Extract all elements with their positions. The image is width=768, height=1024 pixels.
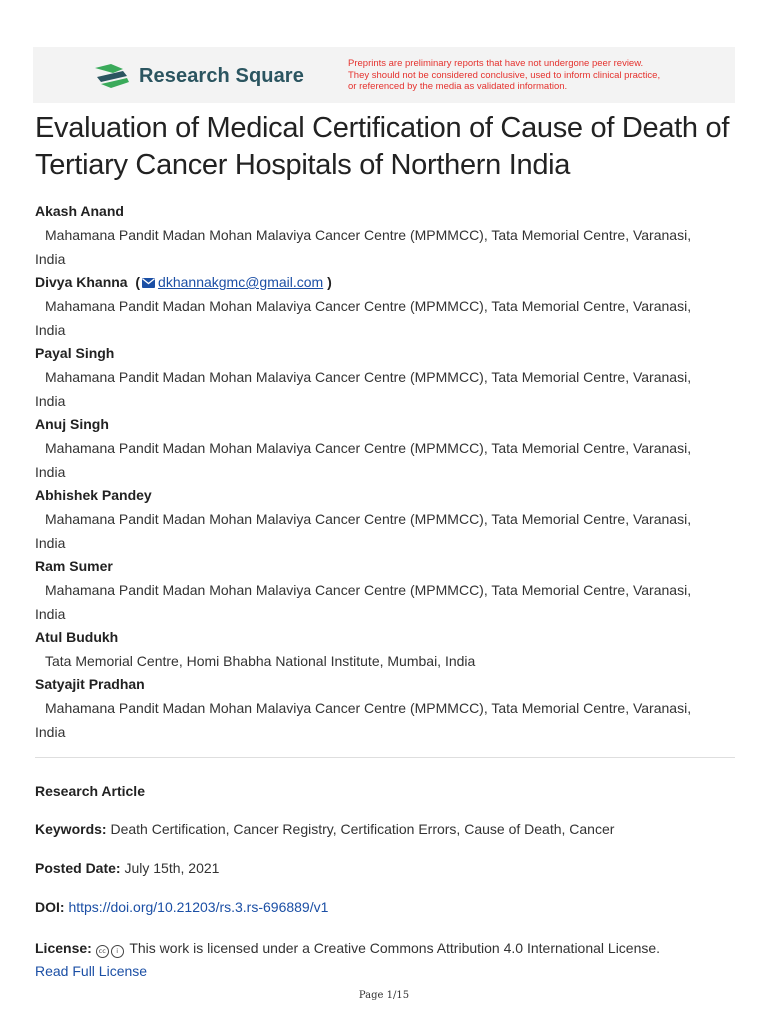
preprint-banner	[33, 47, 735, 103]
preprint-disclaimer	[348, 58, 728, 93]
author-affiliation: Mahamana Pandit Madan Mohan Malaviya Cancer Centre (MPMMCC), Tata Memorial Centre, Varanasi, India	[35, 700, 692, 740]
doi-link[interactable]: https://doi.org/10.21203/rs.3.rs-696889/v1	[68, 899, 329, 915]
author-email-link[interactable]: dkhannakgmc@gmail.com	[158, 274, 324, 290]
paper-title: Evaluation of Medical Certification of Cause of Death of Tertiary Cancer Hospitals of Northern India	[35, 112, 730, 181]
author-affiliation: Mahamana Pandit Madan Mohan Malaviya Cancer Centre (MPMMCC), Tata Memorial Centre, Varanasi, India	[35, 582, 692, 622]
page-number: Page 1/15	[358, 990, 410, 1001]
posted-date-row	[35, 860, 735, 876]
disclaimer-line: Preprints are preliminary reports that have not undergone peer review.	[348, 58, 644, 69]
keywords-value: Death Certification, Cancer Registry, Certification Errors, Cause of Death, Cancer	[110, 821, 615, 837]
disclaimer-line: or referenced by the media as validated information.	[348, 81, 568, 92]
author-affiliation: Mahamana Pandit Madan Mohan Malaviya Cancer Centre (MPMMCC), Tata Memorial Centre, Varanasi, India	[35, 369, 692, 409]
by-icon: i	[111, 945, 124, 958]
author-name: Akash Anand	[35, 203, 124, 219]
author-name: Abhishek Pandey	[35, 487, 152, 503]
article-type	[35, 783, 735, 799]
keywords-label: Keywords:	[35, 821, 107, 837]
author-name: Divya Khanna	[35, 274, 128, 290]
disclaimer-line: They should not be considered conclusive, used to inform clinical practice,	[348, 69, 661, 81]
read-full-license-link[interactable]: Read Full License	[35, 963, 148, 979]
mail-icon	[142, 278, 155, 288]
author-affiliation: Mahamana Pandit Madan Mohan Malaviya Cancer Centre (MPMMCC), Tata Memorial Centre, Varanasi, India	[35, 298, 692, 338]
logo-text: Research Square	[139, 64, 304, 87]
author-entry	[35, 555, 740, 626]
author-name: Atul Budukh	[35, 629, 119, 645]
section-divider	[35, 757, 735, 758]
research-square-logo-icon	[93, 63, 131, 89]
license-text: This work is licensed under a Creative Commons Attribution 4.0 International License.	[129, 940, 661, 956]
author-name: Anuj Singh	[35, 416, 109, 432]
author-entry	[35, 271, 740, 342]
research-square-logo[interactable]	[93, 63, 304, 89]
author-name: Satyajit Pradhan	[35, 676, 145, 692]
author-name: Payal Singh	[35, 345, 115, 361]
doi-label: DOI:	[35, 899, 65, 915]
author-affiliation: Tata Memorial Centre, Homi Bhabha National Institute, Mumbai, India	[45, 653, 476, 669]
license-label: License:	[35, 940, 92, 956]
author-list	[35, 200, 740, 744]
author-entry	[35, 200, 740, 271]
license-row	[35, 937, 735, 983]
author-entry	[35, 484, 740, 555]
author-entry	[35, 342, 740, 413]
posted-date-label: Posted Date:	[35, 860, 121, 876]
author-entry	[35, 413, 740, 484]
article-type-label: Research Article	[35, 783, 145, 799]
author-name-with-email: Divya Khanna ( dkhannakgmc@gmail.com )	[35, 274, 332, 290]
author-entry	[35, 673, 740, 744]
cc-icon: cc	[96, 945, 109, 958]
author-entry	[35, 626, 740, 673]
author-affiliation: Mahamana Pandit Madan Mohan Malaviya Cancer Centre (MPMMCC), Tata Memorial Centre, Varanasi, India	[35, 440, 692, 480]
author-affiliation: Mahamana Pandit Madan Mohan Malaviya Cancer Centre (MPMMCC), Tata Memorial Centre, Varanasi, India	[35, 227, 692, 267]
author-affiliation: Mahamana Pandit Madan Mohan Malaviya Cancer Centre (MPMMCC), Tata Memorial Centre, Varanasi, India	[35, 511, 692, 551]
author-name: Ram Sumer	[35, 558, 113, 574]
posted-date-value: July 15th, 2021	[124, 860, 220, 876]
keywords-row	[35, 821, 735, 837]
doi-row	[35, 899, 735, 915]
